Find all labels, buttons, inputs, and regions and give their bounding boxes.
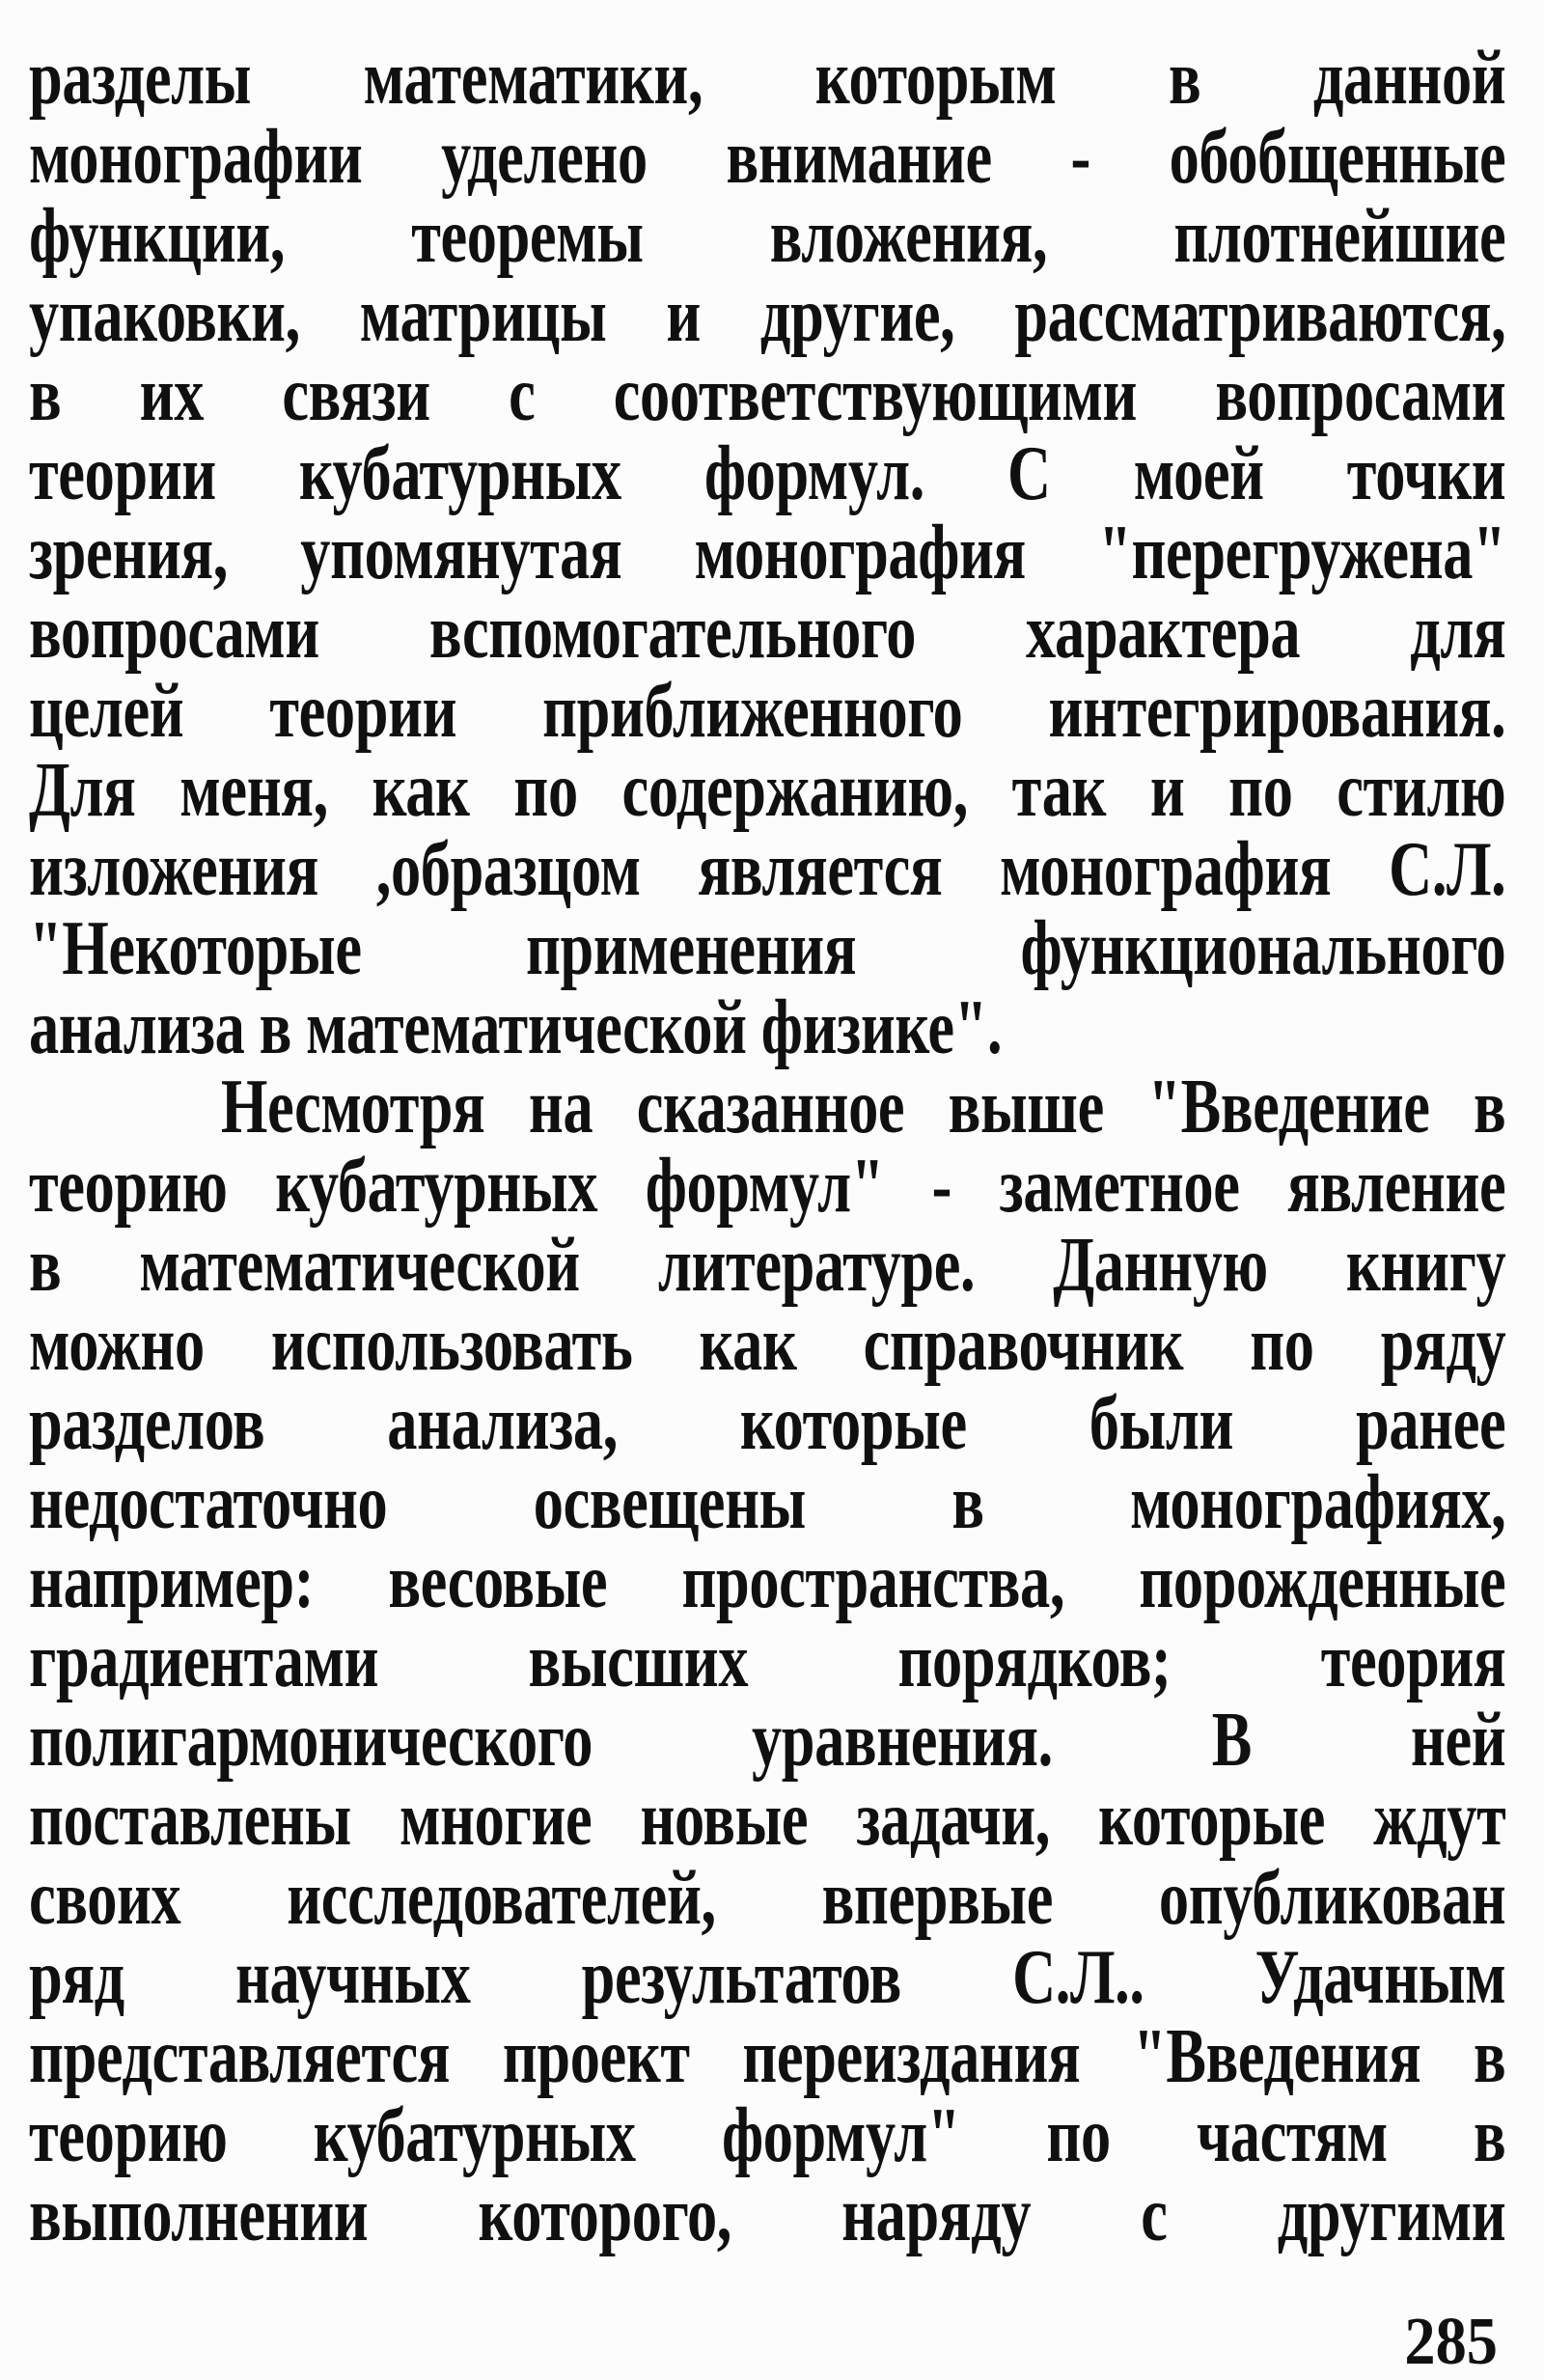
text-line: в их связи с соответствующими вопросами xyxy=(29,352,1506,437)
text-line: изложения ,образцом является монография С.Л. xyxy=(29,827,1506,912)
text-line: анализа в математической физике". xyxy=(29,985,1003,1070)
text-line: ряд научных результатов С.Л.. Удачным xyxy=(29,1935,1506,2020)
text-line: разделов анализа, которые были ранее xyxy=(29,1381,1506,1466)
text-line: Несмотря на сказанное выше "Введение в xyxy=(220,1065,1506,1149)
text-line: поставлены многие новые задачи, которые ждут xyxy=(29,1777,1506,1862)
text-line: недостаточно освещены в монографиях, xyxy=(29,1460,1506,1545)
page-text-block xyxy=(29,36,1506,2257)
text-line: представляется проект переиздания "Введения в xyxy=(29,2014,1506,2099)
text-line: теории кубатурных формул. С моей точки xyxy=(29,431,1506,516)
text-line: например: весовые пространства, порожденные xyxy=(29,1539,1506,1624)
text-line: своих исследователей, впервые опубликован xyxy=(29,1856,1506,1941)
text-line: функции, теоремы вложения, плотнейшие xyxy=(29,194,1506,279)
text-line: разделы математики, которым в данной xyxy=(29,36,1506,121)
text-line: можно использовать как справочник по ряду xyxy=(29,1302,1506,1387)
text-line: упаковки, матрицы и другие, рассматриваются, xyxy=(29,273,1506,358)
text-line: в математической литературе. Данную книгу xyxy=(29,1223,1506,1308)
text-line: целей теории приближенного интегрирования. xyxy=(29,669,1506,754)
text-line: градиентами высших порядков; теория xyxy=(29,1619,1506,1703)
text-line: выполнении которого, наряду с другими xyxy=(29,2172,1506,2257)
text-line: вопросами вспомогательного характера для xyxy=(29,590,1506,675)
text-line: Для меня, как по содержанию, так и по стилю xyxy=(29,748,1506,833)
text-line: полигармонического уравнения. В ней xyxy=(29,1698,1506,1783)
text-line: теорию кубатурных формул" по частям в xyxy=(29,2093,1506,2178)
text-line: зрения, упомянутая монография "перегружена" xyxy=(29,511,1506,595)
text-line: теорию кубатурных формул" - заметное явление xyxy=(29,1144,1506,1229)
text-line: монографии уделено внимание - обобщенные xyxy=(29,115,1506,200)
page-number: 285 xyxy=(1404,2305,1498,2379)
text-line: "Некоторые применения функционального xyxy=(29,906,1506,991)
